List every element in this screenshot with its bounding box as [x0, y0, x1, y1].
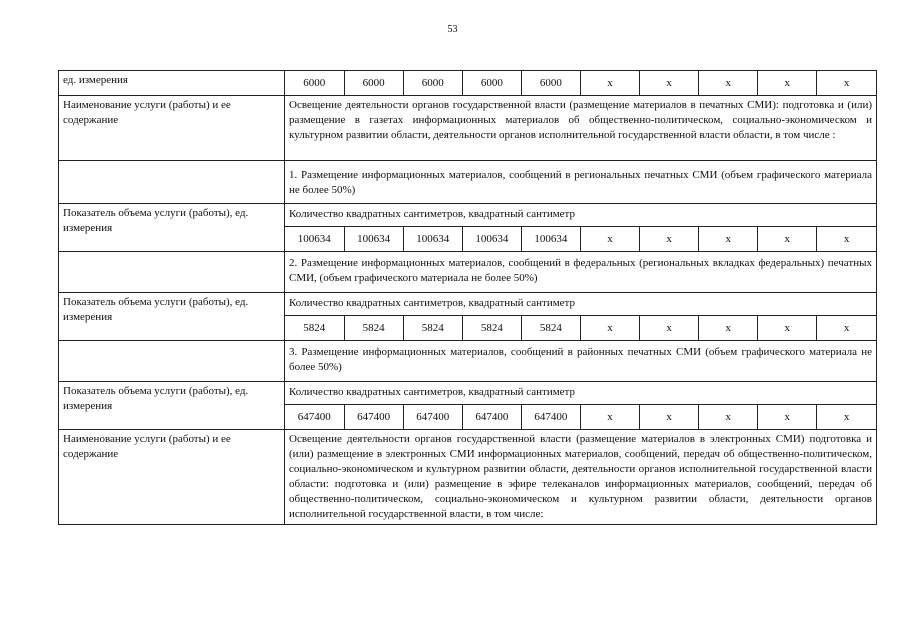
volume-unit: Количество квадратных сантиметров, квадратный сантиметр — [289, 386, 575, 398]
page-number: 53 — [447, 24, 458, 35]
value-cell: 100634 — [403, 227, 462, 252]
value-cell: 647400 — [462, 405, 521, 430]
value-cell: 6000 — [403, 71, 462, 95]
value-cell: 100634 — [297, 232, 331, 245]
value-cell: 5824 — [303, 321, 326, 334]
unit-label: ед. измерения — [59, 71, 285, 96]
value-cell: x — [640, 227, 699, 252]
value-cell: 100634 — [344, 227, 403, 252]
value-cell: x — [699, 316, 758, 341]
table-row — [59, 96, 877, 161]
value-cell: x — [758, 316, 817, 341]
volume-cell — [285, 204, 877, 252]
table-row — [59, 293, 877, 341]
value-cell: x — [580, 316, 639, 341]
table-row — [59, 252, 877, 293]
value-cell: x — [640, 71, 699, 95]
value-cell: x — [580, 405, 639, 430]
item-description: 3. Размещение информационных материалов, сообщений в районных печатных СМИ (объем графического материала не более 50%) — [285, 341, 877, 382]
service-name-label: Наименование услуги (работы) и ее содержание — [59, 96, 285, 161]
table-row — [59, 430, 877, 525]
value-cell: x — [640, 405, 699, 430]
value-cell: 647400 — [344, 405, 403, 430]
value-cell: 100634 — [521, 227, 580, 252]
value-cell: 6000 — [344, 71, 403, 95]
service-table — [58, 70, 877, 525]
value-cell: x — [817, 316, 876, 341]
value-cell: x — [758, 71, 817, 95]
value-cell: 647400 — [297, 410, 331, 423]
value-cell: x — [817, 71, 876, 95]
value-cell: 100634 — [462, 227, 521, 252]
volume-cell — [285, 382, 877, 430]
value-cell: 5824 — [403, 316, 462, 341]
table-row — [59, 71, 877, 96]
volume-unit: Количество квадратных сантиметров, квадратный сантиметр — [289, 297, 575, 309]
value-cell: 6000 — [303, 76, 326, 89]
empty-label-cell — [59, 161, 285, 204]
value-cell: 647400 — [403, 405, 462, 430]
value-cell: x — [817, 227, 876, 252]
value-cell: x — [758, 227, 817, 252]
volume-cell — [285, 293, 877, 341]
value-cell: x — [699, 71, 758, 95]
volume-label: Показатель объема услуги (работы), ед. измерения — [59, 382, 285, 430]
value-cell: x — [580, 71, 639, 95]
value-cell: x — [699, 405, 758, 430]
value-cell: 5824 — [462, 316, 521, 341]
value-cell: 6000 — [462, 71, 521, 95]
table-row — [59, 204, 877, 252]
item-description: 2. Размещение информационных материалов, сообщений в федеральных (региональных вкладках федеральных) печатных СМИ, (объем графического материала не более 50%) — [285, 252, 877, 293]
value-cell: x — [817, 405, 876, 430]
value-cell: x — [758, 405, 817, 430]
service-description: Освещение деятельности органов государственной власти (размещение материалов в печатных СМИ): подготовка и (или) размещение в газетах информационных материалов об общественно-политическом, социально-экономическом и культурном развитии области, деятельности органов исполнительной государственной власти области, в том числе : — [285, 96, 877, 161]
volume-label: Показатель объема услуги (работы), ед. измерения — [59, 293, 285, 341]
empty-label-cell — [59, 252, 285, 293]
value-cell: x — [640, 316, 699, 341]
value-cell: 5824 — [521, 316, 580, 341]
value-cell: 5824 — [344, 316, 403, 341]
service-name-label: Наименование услуги (работы) и ее содержание — [59, 430, 285, 525]
value-cell: 6000 — [521, 71, 580, 95]
service-description: Освещение деятельности органов государственной власти (размещение материалов в электронных СМИ) подготовка и (или) размещение в электронных СМИ информационных материалов, сообщений, передач об общественно-политическом, социально-экономическом и культурном развитии области, деятельности органов исполнительной государственной власти области: подготовка и (или) размещение в эфире телеканалов информационных материалов, сообщений, передач об общественно-политическом, социально-экономическом и культурном развитии области, деятельности органов исполнительной государственной власти, в том числе: — [285, 430, 877, 525]
item-description: 1. Размещение информационных материалов, сообщений в региональных печатных СМИ (объем графического материала не более 50%) — [285, 161, 877, 204]
volume-unit: Количество квадратных сантиметров, квадратный сантиметр — [289, 208, 575, 220]
volume-label: Показатель объема услуги (работы), ед. измерения — [59, 204, 285, 252]
unit-values — [285, 71, 877, 96]
value-cell: 647400 — [521, 405, 580, 430]
table-row — [59, 341, 877, 382]
value-cell: x — [699, 227, 758, 252]
table-row — [59, 382, 877, 430]
value-cell: x — [580, 227, 639, 252]
table-row — [59, 161, 877, 204]
empty-label-cell — [59, 341, 285, 382]
